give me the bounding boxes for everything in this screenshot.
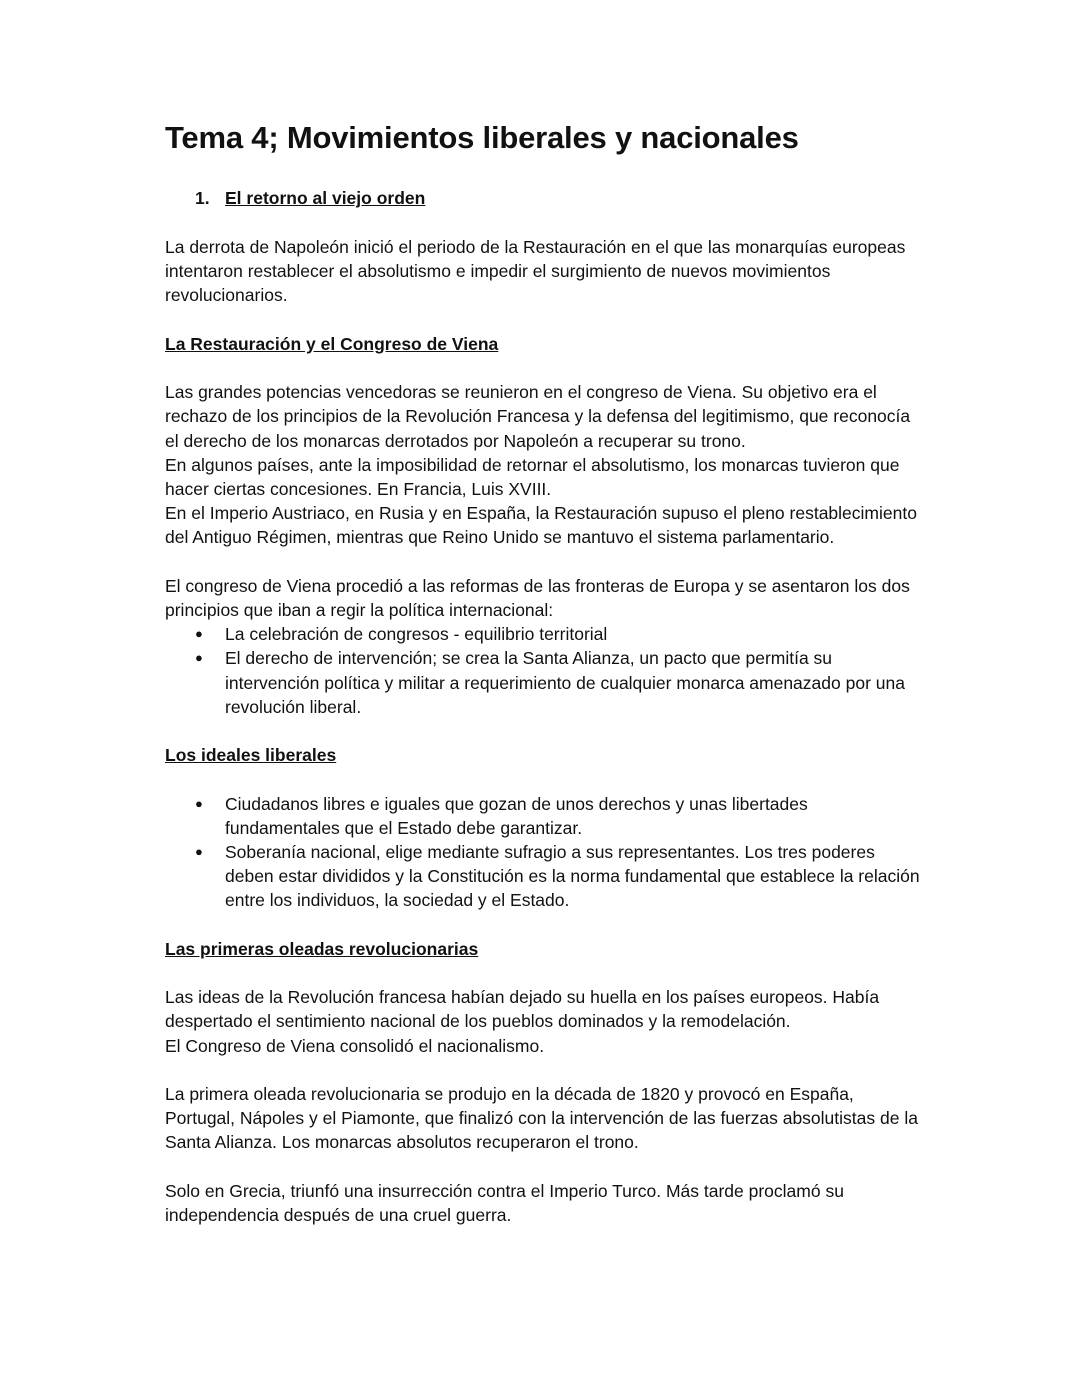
restauracion-paragraph-4: El congreso de Viena procedió a las reformas de las fronteras de Europa y se asentaron los dos principios que iban a regir la política internacional: bbox=[165, 575, 910, 620]
oleadas-paragraph-1: Las ideas de la Revolución francesa habían dejado su huella en los países europeos. Había despertado el sentimiento nacional de los pueblos dominados y la remodelación. bbox=[165, 987, 880, 1032]
oleadas-paragraph-2: El Congreso de Viena consolidó el nacionalismo. bbox=[165, 1035, 545, 1056]
ideals-list bbox=[165, 792, 925, 913]
restauracion-paragraph-3: En el Imperio Austriaco, en Rusia y en España, la Restauración supuso el pleno restablecimiento del Antiguo Régimen, mientras que Reino Unido se mantuvo el sistema parlamentario. bbox=[165, 503, 917, 548]
document-page bbox=[165, 118, 925, 1227]
restauracion-paragraph-2: En algunos países, ante la imposibilidad de retornar el absolutismo, los monarcas tuvieron que hacer ciertas concesiones. En Francia, Luis XVIII. bbox=[165, 454, 900, 499]
subheading-ideales: Los ideales liberales bbox=[165, 745, 337, 766]
restauracion-paragraph-1: Las grandes potencias vencedoras se reunieron en el congreso de Viena. Su objetivo era el rechazo de los principios de la Revolución Francesa y la defensa del legitimismo, que reconocía el derecho de los monarcas derrotados por Napoleón a recuperar su trono. bbox=[165, 382, 911, 451]
oleadas-paragraph-4: Solo en Grecia, triunfó una insurrección contra el Imperio Turco. Más tarde proclamó su independencia después de una cruel guerra. bbox=[165, 1180, 844, 1225]
section-number: 1. bbox=[195, 188, 210, 208]
list-item: ● El derecho de intervención; se crea la Santa Alianza, un pacto que permitía su intervención política y militar a requerimiento de cualquier monarca amenazado por una revolución liberal. bbox=[195, 648, 905, 717]
section-heading-1 bbox=[165, 186, 925, 210]
list-item: ● Soberanía nacional, elige mediante sufragio a sus representantes. Los tres poderes deben estar divididos y la Constitución es la norma fundamental que establece la relación entre los individuos, la sociedad y el Estado. bbox=[195, 842, 920, 911]
subheading-restauracion: La Restauración y el Congreso de Viena bbox=[165, 333, 499, 354]
bullet-icon: ● bbox=[195, 650, 203, 666]
principles-list bbox=[165, 622, 925, 719]
bullet-icon: ● bbox=[195, 626, 203, 642]
bullet-icon: ● bbox=[195, 844, 203, 859]
subheading-oleadas: Las primeras oleadas revolucionarias bbox=[165, 938, 479, 959]
page-title: Tema 4; Movimientos liberales y nacionales bbox=[165, 120, 799, 155]
section-heading-text: El retorno al viejo orden bbox=[225, 188, 426, 208]
list-item: ● Ciudadanos libres e iguales que gozan de unos derechos y unas libertades fundamentales que el Estado debe garantizar. bbox=[195, 793, 808, 838]
list-item: ● La celebración de congresos - equilibrio territorial bbox=[165, 622, 925, 646]
oleadas-paragraph-3: La primera oleada revolucionaria se produjo en la década de 1820 y provocó en España, Portugal, Nápoles y el Piamonte, que finalizó con la intervención de las fuerzas absolutistas de la Santa Alianza. Los monarcas absolutos recuperaron el trono. bbox=[165, 1083, 918, 1153]
bullet-icon: ● bbox=[195, 795, 203, 811]
intro-paragraph: La derrota de Napoleón inició el periodo de la Restauración en el que las monarquías europeas intentaron restablecer el absolutismo e impedir el surgimiento de nuevos movimientos revolucionarios. bbox=[165, 237, 906, 306]
